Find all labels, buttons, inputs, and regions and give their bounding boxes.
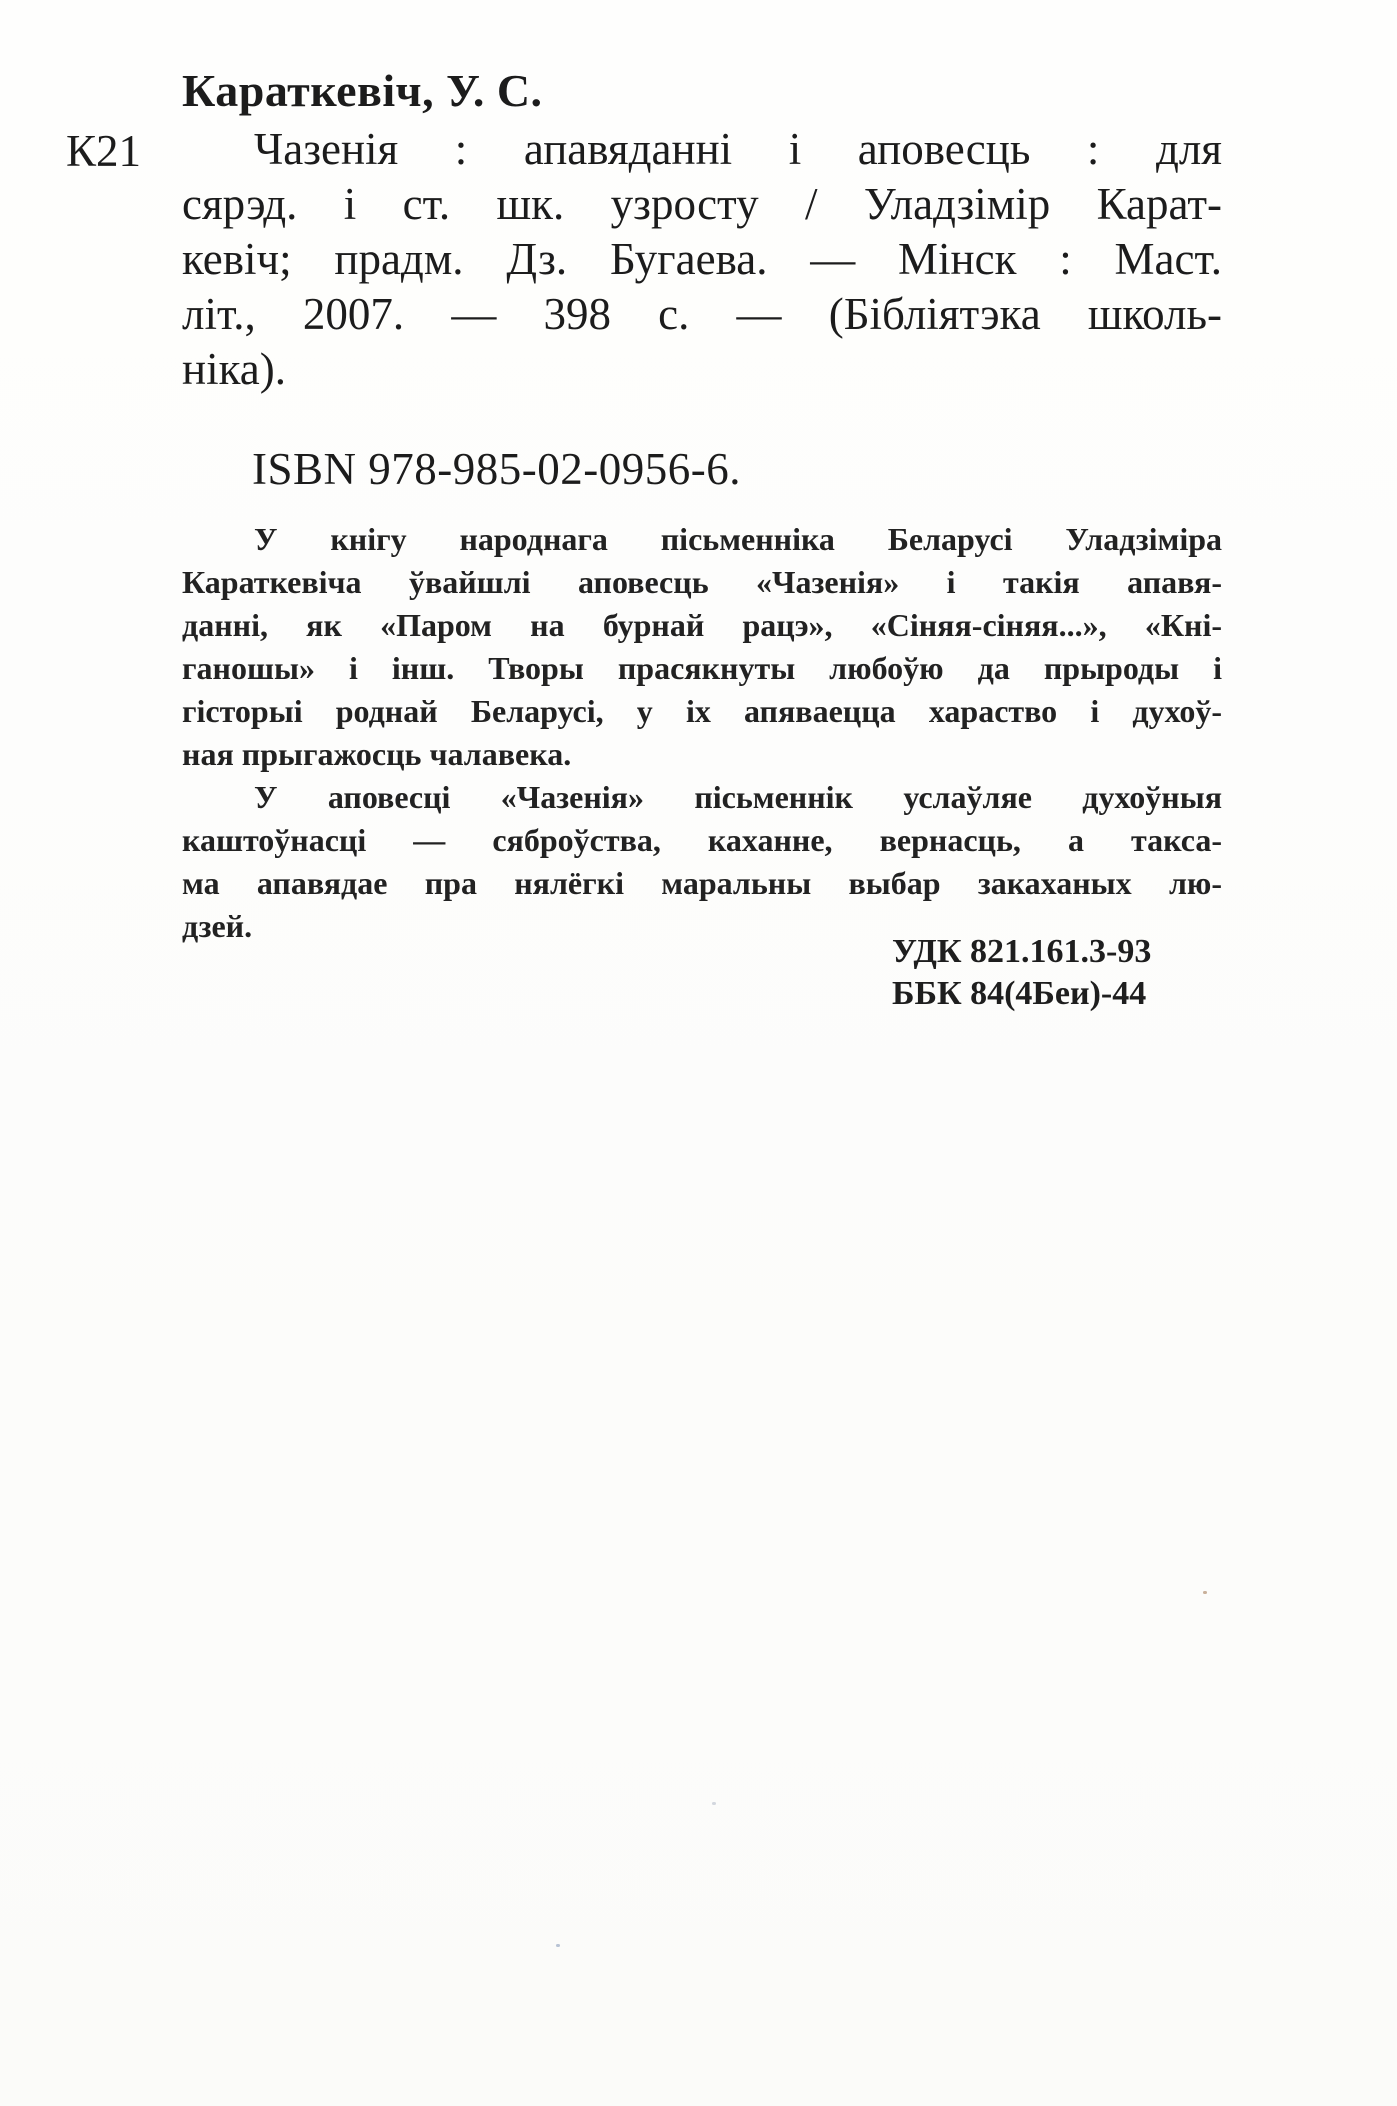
call-number: К21 (66, 126, 142, 176)
bibliographic-line: ніка). (182, 344, 286, 394)
annotation-line: данні, як «Паром на бурнай рацэ», «Сіняя-сіняя...», «Кні- (182, 607, 1222, 643)
annotation-line: гісторыі роднай Беларусі, у іх апяваецца хараство і духоў- (182, 693, 1222, 729)
annotation-paragraph (182, 518, 1222, 776)
annotation-line: ганошы» і інш. Творы прасякнуты любоўю да прыроды і (182, 650, 1222, 686)
bibliographic-line: літ., 2007. — 398 с. — (Бібліятэка школь- (182, 289, 1222, 339)
bbk-code: ББК 84(4Беи)-44 (892, 975, 1147, 1012)
bibliographic-line: сярэд. і ст. шк. узросту / Уладзімір Карат- (182, 179, 1222, 229)
annotation-line: ма апавядае пра нялёгкі маральны выбар закаханых лю- (182, 865, 1222, 901)
annotation-line: каштоўнасці — сяброўства, каханне, вернасць, а такса- (182, 822, 1222, 858)
annotation (182, 518, 1222, 948)
paper-speck (556, 1944, 560, 1947)
paper-speck (712, 1802, 716, 1805)
catalog-card (0, 0, 1397, 1050)
annotation-line: дзей. (182, 908, 253, 944)
paper-speck (1203, 1591, 1207, 1594)
author-heading: Караткевіч, У. С. (182, 65, 543, 116)
udk-code: УДК 821.161.3-93 (892, 933, 1152, 970)
annotation-paragraph (182, 776, 1222, 948)
bibliographic-line: кевіч; прадм. Дз. Бугаева. — Мінск : Маст. (182, 234, 1222, 284)
classification-codes (892, 931, 1151, 1015)
annotation-line: У аповесці «Чазенія» пісьменнік услаўляе духоўныя (254, 779, 1222, 815)
isbn-number: ISBN 978-985-02-0956-6. (252, 444, 741, 494)
bibliographic-description (182, 122, 1222, 397)
annotation-line: Караткевіча ўвайшлі аповесць «Чазенія» і такія апавя- (182, 564, 1222, 600)
annotation-line: У кнігу народнага пісьменніка Беларусі Уладзіміра (254, 521, 1222, 557)
bibliographic-line: Чазенія : апавяданні і аповесць : для (254, 124, 1222, 174)
annotation-line: ная прыгажосць чалавека. (182, 736, 572, 772)
